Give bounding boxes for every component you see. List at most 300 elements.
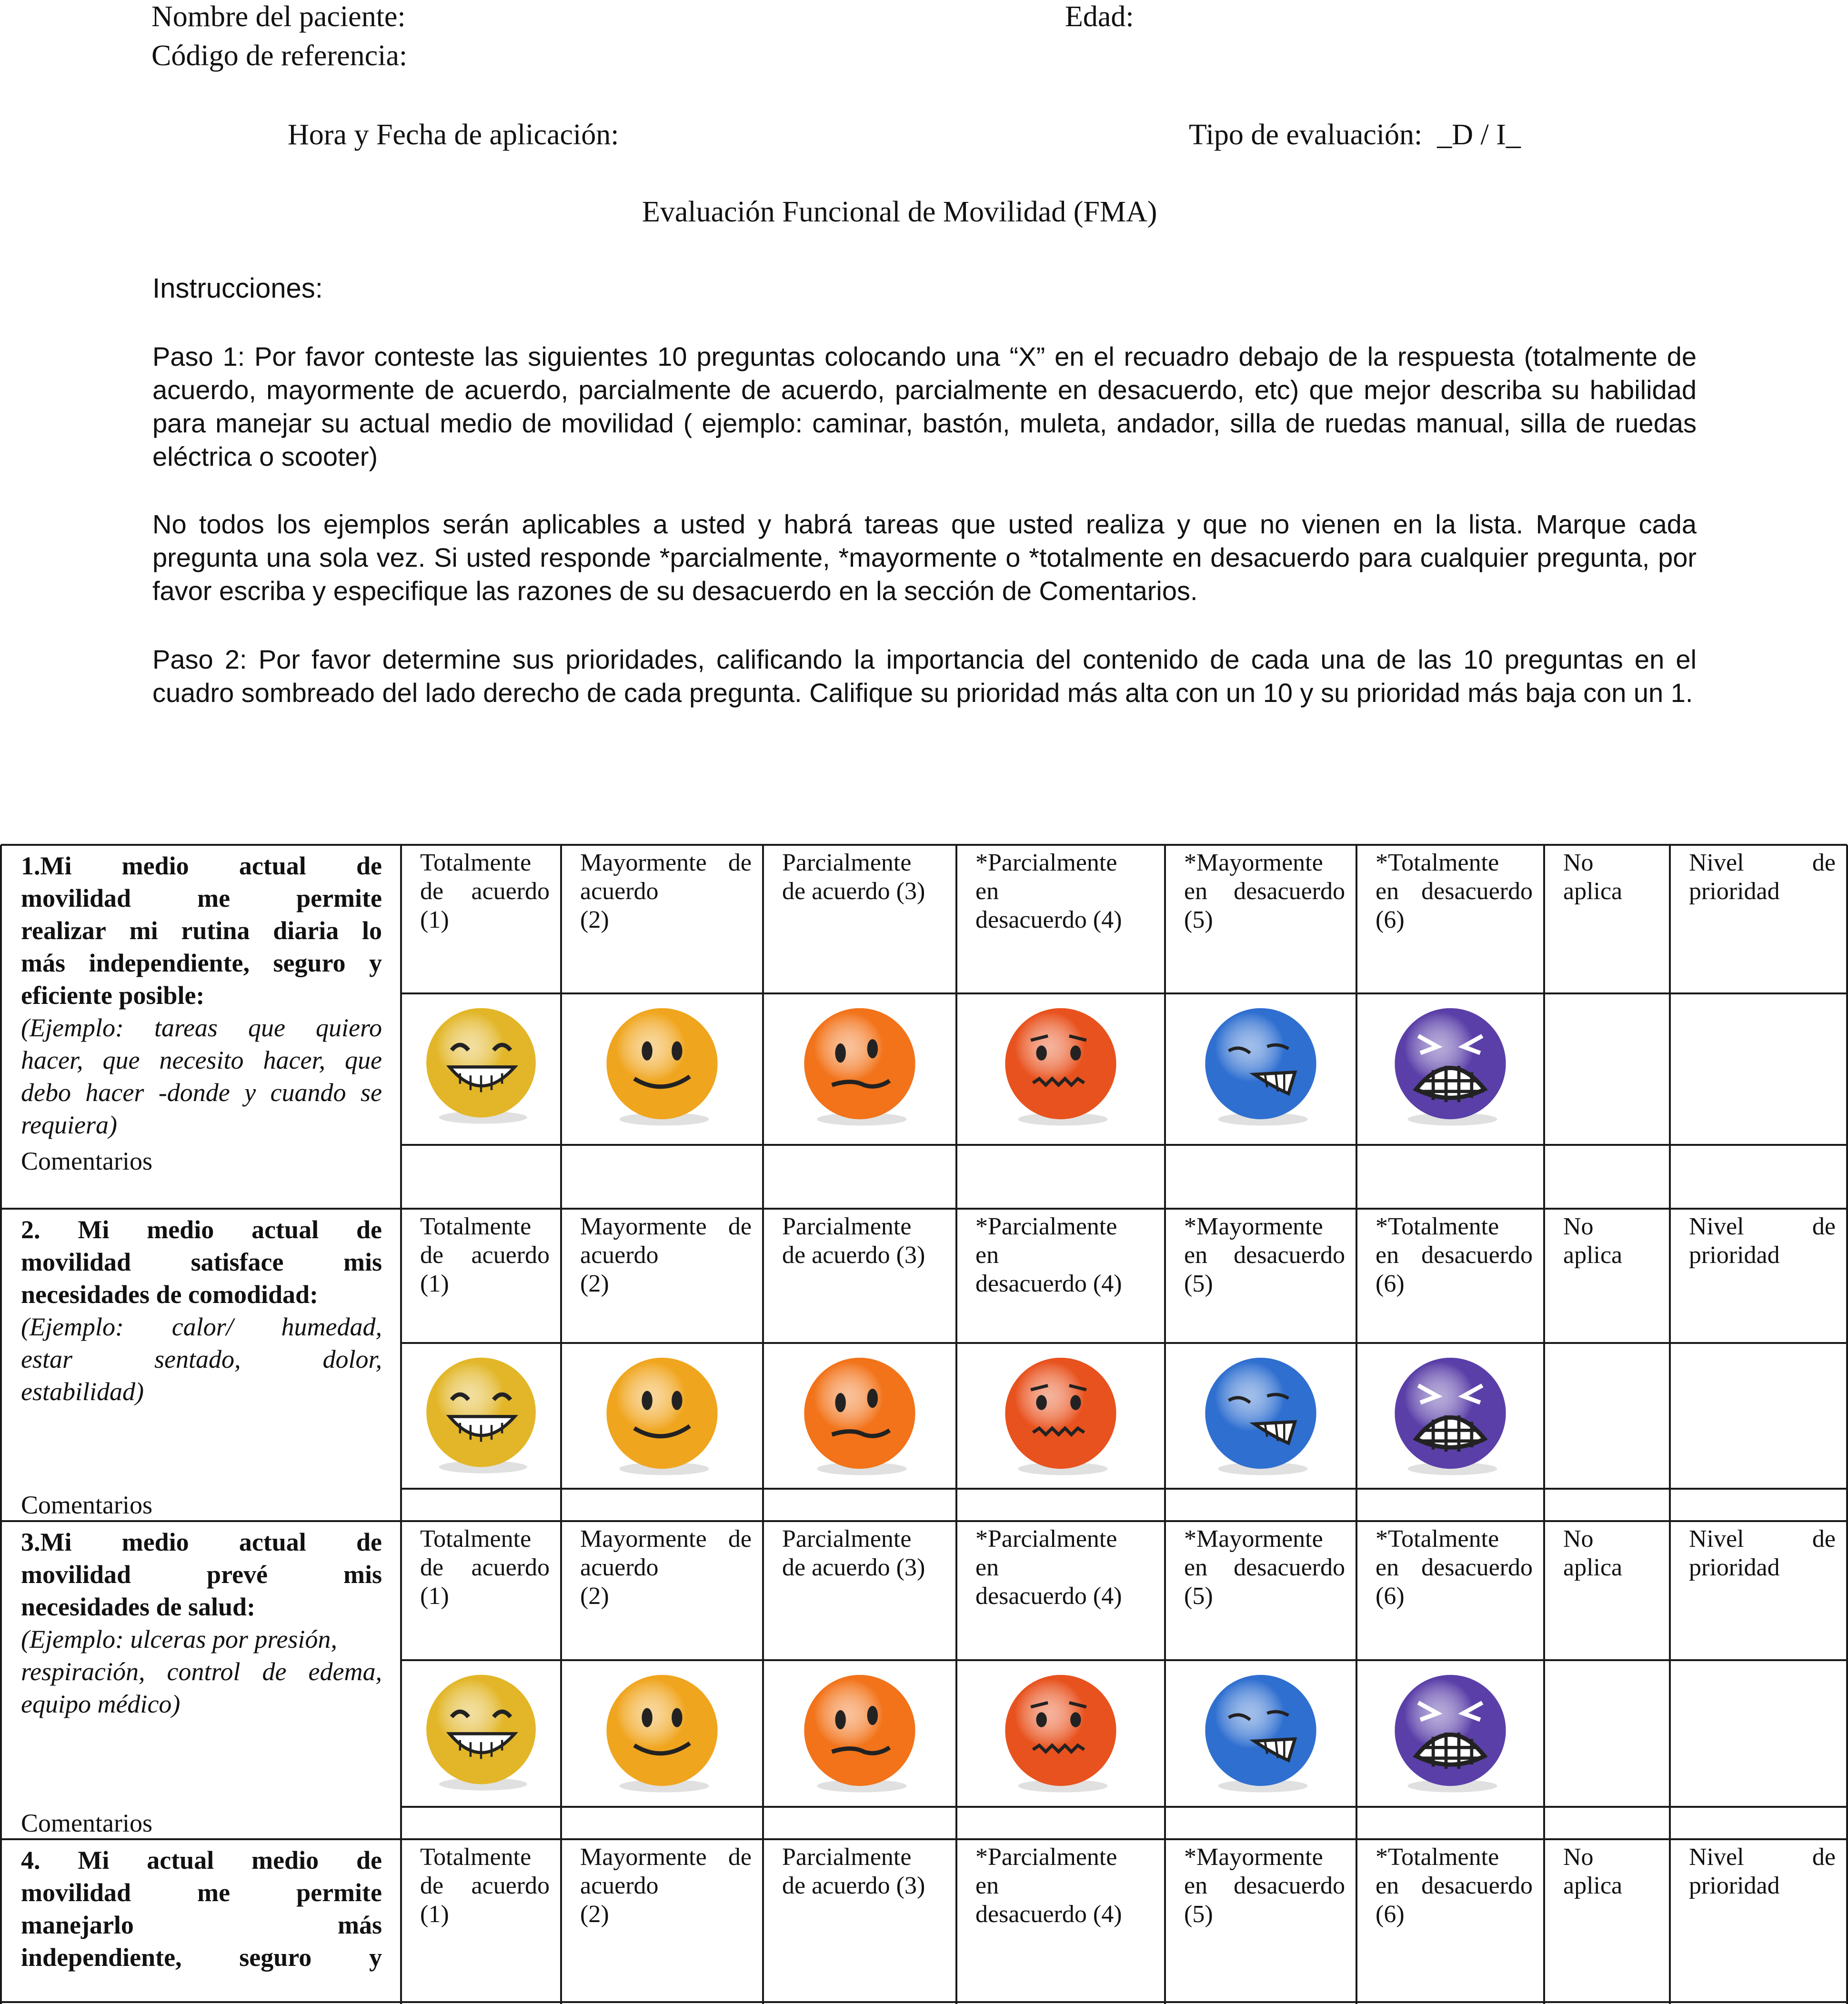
question-title-line [21,1213,382,1246]
answer-cell-4[interactable] [956,1343,1165,1489]
option-header-4 [975,1212,1154,1298]
priority-cell[interactable] [1670,1660,1847,1807]
answer-cell-1[interactable] [401,993,561,1145]
eval-type-label: Tipo de evaluación: [1189,119,1423,151]
option-header-5 [1184,1212,1345,1298]
question-title-line [21,1558,382,1591]
question-title-line-word: manejarlo [21,1911,134,1939]
question-example-line [21,1343,382,1375]
option-header-word: de [1812,1525,1836,1553]
instructions-step1: Paso 1: Por favor conteste las siguientes 10 preguntas colocando una “X” en el recuadro debajo de la respuesta (totalmente de acuerdo, mayormente de acuerdo, parcialmente de acuerdo, parcialmente en desacuerdo, etc) que mejor describa su habilidad para manejar su actual medio de movilidad ( ejemplo: caminar, bastón, muleta, andador, silla de ruedas manual, silla de ruedas eléctrica o scooter) [152,341,1697,471]
option-header-word: de [728,1213,752,1240]
question-example-line-word: que [248,1013,285,1042]
answer-cell-4[interactable] [956,993,1165,1145]
option-header-line: prioridad [1689,1554,1780,1581]
instructions-step2: Paso 2: Por favor determine sus prioridades, calificando la importancia del contenido de cada una de las 10 preguntas en el cuadro sombreado del lado derecho de cada pregunta. Califique su prioridad más alta con un 10 y su prioridad más baja con un 1. [152,644,1697,708]
angry-face-icon [1388,1671,1512,1794]
option-header-word: acuerdo [471,1872,550,1899]
option-header-line: acuerdo [580,1872,659,1899]
question-example-line-word: hacer, [21,1046,83,1074]
option-header-line: Parcialmente [782,849,912,876]
answer-cell-2[interactable] [561,1660,763,1807]
question-title-line [21,882,382,914]
option-header-line: (1) [420,1583,449,1610]
age-label: Edad: [1065,0,1134,33]
option-header-word: de [1812,1844,1836,1871]
option-header-1 [420,849,550,934]
question-example-line [21,1012,382,1044]
option-header-line: acuerdo [580,1242,659,1269]
option-header-line: aplica [1563,1872,1623,1899]
question-example-line [21,1311,382,1343]
question-title-line [21,850,382,882]
option-header-word: de [1812,1213,1836,1240]
question-title-line-word: realizar [21,916,106,945]
option-header-line: *Mayormente [1184,1525,1323,1553]
meh-face-icon [798,1004,922,1128]
question-title-line-word: actual [251,1215,319,1244]
option-header-3 [782,1212,945,1270]
option-header-word: de [728,1844,752,1871]
option-header-line: No [1563,1213,1594,1240]
question-title-line-word: mis [343,1560,382,1589]
question-title-line-word: mis [343,1248,382,1276]
option-header-line: No [1563,849,1594,876]
question-example-line-word: se [361,1078,382,1107]
option-header-line [580,1212,752,1241]
question-title-line [21,1526,382,1558]
option-header-6 [1376,1525,1533,1611]
option-header-line: Totalmente [420,1525,532,1553]
option-header-7 [1563,1525,1658,1582]
comments-field[interactable] [401,1145,1847,1209]
question-title-line-word: me [197,884,231,912]
question-title-line-word: Mi [78,1215,110,1244]
answer-cell-no-aplica[interactable] [1544,993,1670,1145]
option-header-line: *Totalmente [1376,1844,1499,1871]
laugh-face-icon [420,1004,542,1126]
comments-field[interactable] [401,1489,1847,1521]
option-header-line: No [1563,1525,1594,1553]
option-header-line: *Parcialmente [975,849,1117,876]
question-title-line-word: movilidad [21,1248,131,1276]
option-header-5 [1184,1843,1345,1929]
option-header-line [1376,1872,1533,1900]
answer-cell-6[interactable] [1356,1660,1544,1807]
angry-face-icon [1388,1353,1512,1477]
question-title-line-word: prevé [207,1560,268,1589]
question-title-line-word: independiente, [21,1943,182,1972]
answer-cell-no-aplica[interactable] [1544,1660,1670,1807]
answer-cell-5[interactable] [1165,1343,1356,1489]
question-example-line [21,1012,382,1044]
question-example-line [21,1044,382,1076]
question-title-line-word: Mi [78,1846,110,1874]
option-header-line: aplica [1563,1242,1623,1269]
question-title-line [21,1558,382,1591]
eval-type-value: _D / I_ [1437,119,1521,151]
option-header-4 [975,849,1154,934]
question-title-line [21,1246,382,1278]
question-3 [21,1526,382,1720]
question-title-line-word: y [369,949,382,977]
question-title-line-word: más [21,949,65,977]
option-header-5 [1184,849,1345,934]
option-header-word: desacuerdo [1421,1554,1533,1581]
question-title-line-word: lo [362,916,382,945]
question-example-line-word: debo [21,1078,71,1107]
eval-type [1189,117,1521,152]
option-header-line [1184,1553,1345,1582]
question-1 [21,850,382,1141]
question-title-line [21,882,382,914]
option-header-word: desacuerdo [1421,1242,1533,1269]
option-header-line: *Mayormente [1184,849,1323,876]
option-header-line [1376,877,1533,906]
question-title-line-word: 2. [21,1215,40,1244]
option-header-line [420,1872,550,1900]
question-example-line-word: quiero [315,1013,382,1042]
question-example-line-word: estar [21,1345,72,1373]
sad-face-icon [1199,1671,1323,1794]
question-title-line [21,1909,382,1941]
question-example-line-word: (Ejemplo: [21,1013,124,1042]
question-title-line-word: permite [296,1878,382,1907]
option-header-word: de [420,1872,444,1899]
worried-face-icon [999,1004,1123,1128]
question-example-line-word: tareas [154,1013,218,1042]
option-header-word: Nivel [1689,1844,1744,1871]
option-header-word: en [1376,878,1399,905]
question-title-line-word: más [338,1911,382,1939]
question-title-line-word: medio [147,1215,214,1244]
option-header-5 [1184,1525,1345,1611]
question-example-line-word: que [345,1046,382,1074]
question-example-line-word: hacer, [263,1046,325,1074]
option-header-line: Totalmente [420,1213,532,1240]
question-title-line [21,1876,382,1909]
question-title-line: necesidades de comodidad: [21,1280,319,1309]
question-title-line-word: de [356,1528,382,1556]
priority-cell[interactable] [1670,993,1847,1145]
option-header-line: acuerdo [580,1554,659,1581]
option-header-word: en [1376,1872,1399,1899]
question-title-line: eficiente posible: [21,981,205,1010]
question-title-line-word: 1.Mi [21,852,72,880]
question-title-line: necesidades de salud: [21,1593,256,1621]
option-header-line: (6) [1376,1901,1405,1928]
option-header-line [1184,1241,1345,1270]
option-header-line: (5) [1184,1583,1213,1610]
question-example-line: estabilidad) [21,1377,144,1406]
option-header-line: Totalmente [420,849,532,876]
option-header-2 [580,1843,752,1929]
option-header-line: No [1563,1844,1594,1871]
option-header-6 [1376,849,1533,934]
question-title-line-word: medio [121,852,189,880]
option-header-word: desacuerdo [1234,1554,1345,1581]
question-example-line-word: -donde [158,1078,230,1107]
question-title-line [21,1213,382,1246]
option-header-line: *Totalmente [1376,849,1499,876]
option-header-3 [782,1525,945,1582]
option-header-word: de [728,1525,752,1553]
option-header-8 [1689,849,1836,906]
option-header-line [1689,1843,1836,1872]
question-example-line [21,1076,382,1109]
question-title-line-word: 4. [21,1846,40,1874]
question-example-line [21,1311,382,1343]
question-title-line [21,1941,382,1974]
option-header-word: Mayormente [580,849,707,876]
option-header-8 [1689,1212,1836,1270]
option-header-line: prioridad [1689,1872,1780,1899]
answer-cell-1[interactable] [401,1660,561,1807]
question-title-line-word: medio [121,1528,189,1556]
option-header-line: (1) [420,1901,449,1928]
option-header-line: Parcialmente [782,1844,912,1871]
question-title-line [21,914,382,947]
option-header-line: *Mayormente [1184,1844,1323,1871]
option-header-7 [1563,1212,1658,1270]
option-header-line: (6) [1376,1583,1405,1610]
answer-cell-2[interactable] [561,1343,763,1489]
option-header-line [1184,1872,1345,1900]
option-header-word: Nivel [1689,1525,1744,1553]
option-header-line [580,849,752,877]
option-header-word: en [1376,1554,1399,1581]
comments-label: Comentarios [21,1491,152,1519]
option-header-line [1184,877,1345,906]
question-title-line [21,1246,382,1278]
option-header-line: *Parcialmente [975,1844,1117,1871]
instructions-note: No todos los ejemplos serán aplicables a usted y habrá tareas que usted realiza y que no vienen en la lista. Marque cada pregunta una sola vez. Si usted responde *parcialmente, *mayormente o *totalmente en desacuerdo para cualquier pregunta, por favor escriba y especifique las razones de su desacuerdo en la sección de Comentarios. [152,509,1697,606]
option-header-line: aplica [1563,1554,1623,1581]
option-header-line [580,1843,752,1872]
question-title-line [21,1909,382,1941]
answer-cell-3[interactable] [763,1660,956,1807]
option-header-line [420,877,550,906]
option-header-line: (5) [1184,1270,1213,1297]
option-header-line: *Parcialmente [975,1525,1117,1553]
question-title-line-word: diaria [273,916,339,945]
option-header-2 [580,849,752,934]
question-example-line-word: cuando [270,1078,346,1107]
option-header-line: prioridad [1689,1242,1780,1269]
question-title-line-word: actual [147,1846,214,1874]
option-header-line: de acuerdo (3) [782,1872,925,1899]
option-header-word: de [1812,849,1836,876]
question-title-line [21,1844,382,1876]
question-example-line-word: y [244,1078,256,1107]
question-title-line-word: satisface [191,1248,284,1276]
option-header-word: Mayormente [580,1525,707,1553]
option-header-line: desacuerdo (4) [975,1583,1122,1610]
option-header-1 [420,1212,550,1298]
option-header-line: (1) [420,906,449,933]
question-example-line-word: necesito [159,1046,244,1074]
question-title-line [21,1526,382,1558]
question-title-line [21,1941,382,1974]
sad-face-icon [1199,1353,1323,1477]
question-title-line [21,850,382,882]
meh-face-icon [798,1353,922,1477]
answer-cell-6[interactable] [1356,1343,1544,1489]
question-title-line-word: actual [239,1528,306,1556]
option-header-word: desacuerdo [1421,1872,1533,1899]
question-title-line-word: de [356,1846,382,1874]
worried-face-icon [999,1671,1123,1794]
option-header-line: en [975,1242,999,1269]
option-header-line: aplica [1563,878,1623,905]
question-example-line-word: de [262,1657,287,1686]
option-header-line: (1) [420,1270,449,1297]
option-header-6 [1376,1843,1533,1929]
answer-cell-3[interactable] [763,1343,956,1489]
question-title-line-word: permite [296,884,382,912]
option-header-line: desacuerdo (4) [975,1270,1122,1297]
option-header-word: en [1184,1554,1208,1581]
option-header-word: Nivel [1689,849,1744,876]
option-header-line: (2) [580,1583,609,1610]
option-header-line: (2) [580,906,609,933]
smile-face-icon [600,1004,724,1128]
question-title-line [21,1844,382,1876]
laugh-face-icon [420,1353,542,1475]
option-header-line: en [975,878,999,905]
question-example-line-word: hacer [85,1078,144,1107]
datetime-label: Hora y Fecha de aplicación: [288,119,619,151]
option-header-line: (2) [580,1901,609,1928]
question-title-line-word: mi [129,916,158,945]
option-header-line: desacuerdo (4) [975,1901,1122,1928]
option-header-4 [975,1843,1154,1929]
question-example-line-word: que [102,1046,140,1074]
option-header-line [580,1525,752,1553]
question-title-line [21,947,382,979]
question-title-line-word: me [197,1878,231,1907]
option-header-line: (6) [1376,1270,1405,1297]
option-header-line: *Totalmente [1376,1525,1499,1553]
patient-name-label: Nombre del paciente: [151,0,406,33]
question-title-line-word: independiente, [89,949,250,977]
question-example-line: requiera) [21,1111,117,1139]
answer-cell-5[interactable] [1165,1660,1356,1807]
question-title-line-word: movilidad [21,1560,131,1589]
option-header-word: en [1184,1242,1208,1269]
comments-field[interactable] [401,1807,1847,1839]
question-example-line [21,1655,382,1688]
option-header-word: de [728,849,752,876]
option-header-line: *Totalmente [1376,1213,1499,1240]
option-header-line: (5) [1184,906,1213,933]
option-header-3 [782,1843,945,1900]
question-title-line [21,1876,382,1909]
option-header-line: Parcialmente [782,1213,912,1240]
question-example-line [21,1655,382,1688]
comments-label: Comentarios [21,1147,152,1175]
option-header-line [1376,1553,1533,1582]
option-header-line: *Mayormente [1184,1213,1323,1240]
question-example-line-word: humedad, [281,1313,382,1341]
option-header-line: Totalmente [420,1844,532,1871]
option-header-word: acuerdo [471,1242,550,1269]
answer-cell-4[interactable] [956,1660,1165,1807]
option-header-3 [782,849,945,906]
option-header-1 [420,1525,550,1611]
option-header-line: en [975,1872,999,1899]
option-header-line: de acuerdo (3) [782,878,925,905]
question-example-line-word: sentado, [154,1345,241,1373]
option-header-line: acuerdo [580,878,659,905]
question-example-line-word: edema, [308,1657,382,1686]
page-title: Evaluación Funcional de Movilidad (FMA) [642,196,1157,228]
option-header-word: Mayormente [580,1844,707,1871]
question-title-line-word: movilidad [21,884,131,912]
question-example-line-word: calor/ [171,1313,233,1341]
option-header-4 [975,1525,1154,1611]
option-header-word: acuerdo [471,878,550,905]
answer-cell-1[interactable] [401,1343,561,1489]
option-header-2 [580,1212,752,1298]
option-header-word: desacuerdo [1234,878,1345,905]
question-title-line-word: rutina [181,916,250,945]
question-example-line: equipo médico) [21,1690,181,1718]
worried-face-icon [999,1353,1123,1477]
meh-face-icon [798,1671,922,1794]
option-header-word: desacuerdo [1234,1242,1345,1269]
option-header-line: (6) [1376,906,1405,933]
option-header-8 [1689,1525,1836,1582]
option-header-word: de [420,1554,444,1581]
question-example-line-word: dolor, [322,1345,382,1373]
option-header-line: Parcialmente [782,1525,912,1553]
answer-cell-3[interactable] [763,993,956,1145]
answer-cell-2[interactable] [561,993,763,1145]
question-title-line-word: 3.Mi [21,1528,72,1556]
option-header-word: en [1376,1242,1399,1269]
answer-cell-no-aplica[interactable] [1544,1343,1670,1489]
question-title-line-word: y [369,1943,382,1972]
question-example-line [21,1044,382,1076]
answer-cell-5[interactable] [1165,993,1356,1145]
option-header-7 [1563,1843,1658,1900]
option-header-word: desacuerdo [1234,1872,1345,1899]
option-header-2 [580,1525,752,1611]
option-header-word: de [420,878,444,905]
question-example-line-word: (Ejemplo: [21,1313,124,1341]
angry-face-icon [1388,1004,1512,1128]
priority-cell[interactable] [1670,1343,1847,1489]
option-header-line: en [975,1554,999,1581]
laugh-face-icon [420,1671,542,1793]
question-example-line [21,1076,382,1109]
option-header-word: desacuerdo [1421,878,1533,905]
question-2 [21,1213,382,1408]
question-example-line: (Ejemplo: ulceras por presión, [21,1625,337,1653]
option-header-word: Nivel [1689,1213,1744,1240]
option-header-line: prioridad [1689,878,1780,905]
option-header-line: desacuerdo (4) [975,906,1122,933]
question-title-line [21,947,382,979]
answer-cell-6[interactable] [1356,993,1544,1145]
option-header-line: (5) [1184,1901,1213,1928]
option-header-line: *Parcialmente [975,1213,1117,1240]
option-header-line: (2) [580,1270,609,1297]
option-header-1 [420,1843,550,1929]
question-title-line-word: seguro [239,1943,312,1972]
option-header-word: Mayormente [580,1213,707,1240]
